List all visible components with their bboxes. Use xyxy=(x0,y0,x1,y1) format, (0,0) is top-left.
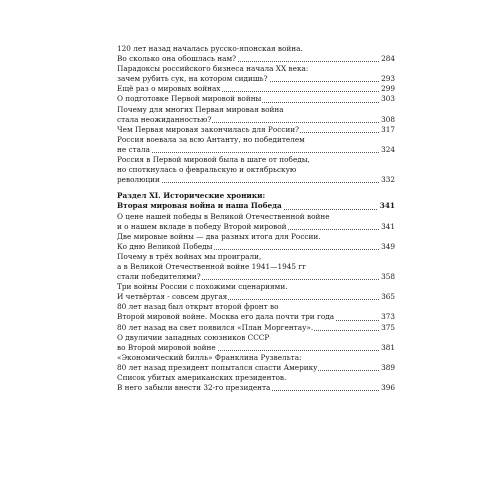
toc-entry-line xyxy=(117,252,395,262)
toc-entry-text: Парадоксы российского бизнеса начала XX века: xyxy=(117,64,309,74)
toc-entry-line xyxy=(117,175,395,185)
toc-page-number: 303 xyxy=(381,94,395,104)
toc-entry-text: Три войны России с похожими сценариями. xyxy=(117,282,288,292)
toc-entry-line xyxy=(117,272,395,282)
toc-entry-text: Во сколько она обошлась нам? xyxy=(117,54,237,64)
toc-entry-line xyxy=(117,165,395,175)
toc-entry-line xyxy=(117,135,395,145)
toc-page-number: 332 xyxy=(381,175,395,185)
toc-page-number: 324 xyxy=(381,144,395,154)
toc-entry-line xyxy=(117,44,395,54)
toc-entry-text: стали победителями? xyxy=(117,272,201,282)
toc-page-number: 358 xyxy=(381,272,395,282)
toc-entry-line xyxy=(117,302,395,312)
toc-entry-text: Чем Первая мировая закончилась для России? xyxy=(117,124,300,134)
toc-entry-line xyxy=(117,343,395,353)
toc-entry-text: О цене нашей победы в Великой Отечественной войне xyxy=(117,211,330,221)
section-title-text: Раздел XI. Исторические хроники: xyxy=(117,191,266,201)
toc-entry-line xyxy=(117,94,395,104)
toc-entry-text: О подготовке Первой мировой войны xyxy=(117,94,262,104)
toc-page-number: 381 xyxy=(381,342,395,352)
toc-entry-line xyxy=(117,222,395,232)
toc-entry-text: Вторая мировая война и наша Победа xyxy=(117,201,282,211)
toc-page-number: 284 xyxy=(381,54,395,64)
toc-entry-line xyxy=(117,145,395,155)
toc-entry-text: Второй мировой войне. Москва его дала почти три года xyxy=(117,312,335,322)
toc-entry-text: 80 лет назад был открыт второй фронт во xyxy=(117,302,279,312)
toc-entry-text: а в Великой Отечественной войне 1941—1945 гг xyxy=(117,261,307,271)
toc-entry-line xyxy=(117,292,395,302)
toc-entry-text: Список убитых американских президентов. xyxy=(117,373,287,382)
toc-entry-text: Россия в Первой мировой была в шаге от победы, xyxy=(117,155,310,165)
toc-page-number: 375 xyxy=(381,322,395,332)
toc-entry-line xyxy=(117,125,395,135)
toc-page-number: 389 xyxy=(381,362,395,372)
toc-entry-text: во Второй мировой войне xyxy=(117,342,216,352)
toc-entry-text: 80 лет назад президент попытался спасти Америку xyxy=(117,362,318,372)
toc-page-number: 365 xyxy=(381,292,395,302)
toc-entry-line xyxy=(117,323,395,333)
toc-entry-text: и о нашем вкладе в победу Второй мировой xyxy=(117,221,287,231)
table-of-contents xyxy=(117,44,395,393)
toc-entry-text: 120 лет назад началась русско-японская война. xyxy=(117,44,303,53)
toc-entry-line xyxy=(117,115,395,125)
toc-entry-line xyxy=(117,105,395,115)
toc-entry-line xyxy=(117,282,395,292)
toc-entry-text: революции xyxy=(117,175,160,185)
toc-entry-text: Ко дню Великой Победы xyxy=(117,241,213,251)
toc-entry-text: не стала xyxy=(117,144,150,154)
toc-entry-line xyxy=(117,64,395,74)
toc-entry-text: 80 лет назад на свет появился «План Моргентау». xyxy=(117,322,314,332)
toc-entry-text: В него забыли внести 32-го президента xyxy=(117,383,271,393)
toc-entry-line xyxy=(117,84,395,94)
toc-entry-text: но споткнулась о февральскую и октябрьскую xyxy=(117,165,297,175)
toc-entry-text: Россия воевала за всю Антанту, но победителем xyxy=(117,134,305,144)
toc-entry-line xyxy=(117,212,395,222)
toc-entry-text: зачем рубить сук, на котором сидишь? xyxy=(117,74,268,84)
toc-page-number: 293 xyxy=(381,74,395,84)
toc-entry-line xyxy=(117,54,395,64)
toc-entry-line xyxy=(117,353,395,363)
toc-entry-text: стала неожиданностью? xyxy=(117,114,212,124)
toc-entry-line xyxy=(117,363,395,373)
toc-entry-text: О двуличии западных союзников СССР xyxy=(117,332,270,342)
toc-entry-text: «Экономический билль» Франклина Рузвельта: xyxy=(117,352,302,362)
toc-entry-text: И четвёртая - совсем другая xyxy=(117,292,228,302)
toc-entry-line xyxy=(117,155,395,165)
toc-page-number: 373 xyxy=(381,312,395,322)
toc-page-number: 308 xyxy=(381,114,395,124)
toc-page-number: 299 xyxy=(381,84,395,94)
toc-entry-line xyxy=(117,383,395,393)
toc-entry-line xyxy=(117,262,395,272)
toc-page-number: 341 xyxy=(379,201,395,211)
toc-entry-line xyxy=(117,373,395,383)
toc-page-number: 349 xyxy=(381,241,395,251)
toc-page-number: 341 xyxy=(381,221,395,231)
toc-entry-line xyxy=(117,242,395,252)
toc-entry-text: Почему для многих Первая мировая война xyxy=(117,104,284,114)
toc-entry-line xyxy=(117,74,395,84)
toc-entry-line xyxy=(117,312,395,322)
toc-page-number: 317 xyxy=(381,124,395,134)
section-title xyxy=(117,191,395,201)
toc-entry-text: Две мировые войны — два разных итога для России. xyxy=(117,231,321,241)
toc-entry-text: Почему в трёх войнах мы проиграли, xyxy=(117,251,262,261)
toc-page-number: 396 xyxy=(381,383,395,393)
toc-entry-line xyxy=(117,201,395,211)
toc-entry-line xyxy=(117,232,395,242)
toc-entry-line xyxy=(117,333,395,343)
toc-entry-text: Ещё раз о мировых войнах xyxy=(117,84,221,94)
